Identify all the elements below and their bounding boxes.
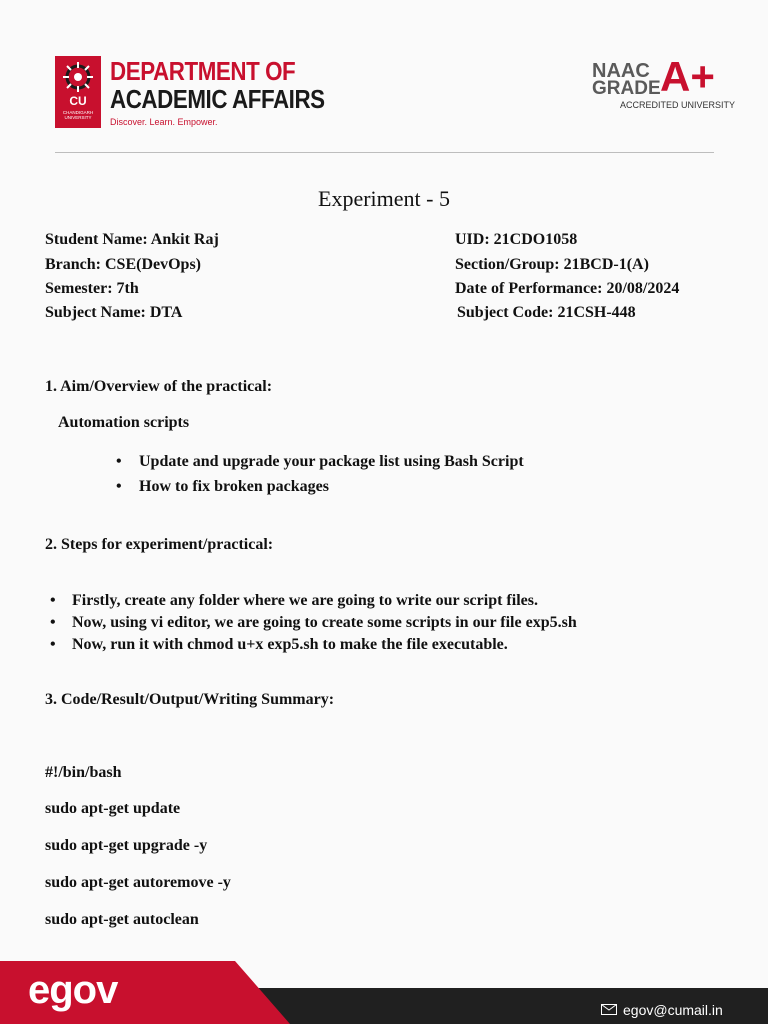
egov-logo: egov [28, 968, 118, 1012]
logo-text: CU [69, 94, 87, 108]
section1-heading: 1. Aim/Overview of the practical: [45, 378, 273, 395]
grade-label: GRADE [592, 78, 661, 99]
experiment-title: Experiment - 5 [318, 186, 450, 211]
code-line: sudo apt-get autoclean [45, 911, 199, 928]
section1-bullet: Update and upgrade your package list using Bash Script [139, 453, 524, 470]
section2-bullet: Now, using vi editor, we are going to create some scripts in our file exp5.sh [72, 614, 577, 631]
subject-code: Subject Code: 21CSH-448 [457, 304, 636, 321]
naac-grade: A+ [660, 53, 715, 100]
section2-bullet: Firstly, create any folder where we are going to write our script files. [72, 592, 538, 609]
code-line: sudo apt-get upgrade -y [45, 837, 208, 854]
naac-badge [592, 62, 661, 98]
semester: Semester: 7th [45, 280, 139, 297]
student-name: Student Name: Ankit Raj [45, 231, 219, 248]
footer-email: egov@cumail.in [623, 1002, 723, 1018]
naac-label: NAAC [592, 60, 650, 82]
accredited-label: ACCREDITED UNIVERSITY [620, 100, 736, 110]
mail-icon [601, 1004, 617, 1015]
header-divider [55, 152, 714, 153]
bullet-icon: • [50, 636, 56, 653]
code-line: #!/bin/bash [45, 764, 122, 781]
section1-subheading: Automation scripts [58, 414, 190, 431]
uid: UID: 21CDO1058 [455, 231, 578, 248]
bullet-icon: • [116, 478, 122, 495]
code-line: sudo apt-get autoremove -y [45, 874, 231, 891]
tagline: Discover. Learn. Empower. [110, 117, 218, 127]
bullet-icon: • [116, 453, 122, 470]
bullet-icon: • [50, 614, 56, 631]
bullet-icon: • [50, 592, 56, 609]
logo-subtext: CHANDIGARH UNIVERSITY [62, 110, 94, 120]
university-logo [55, 56, 101, 128]
section2-heading: 2. Steps for experiment/practical: [45, 536, 274, 553]
section-group: Section/Group: 21BCD-1(A) [455, 256, 649, 273]
subject-name: Subject Name: DTA [45, 304, 183, 321]
logo-emblem-icon [61, 60, 95, 94]
section3-heading: 3. Code/Result/Output/Writing Summary: [45, 691, 335, 708]
department-title-line1: DEPARTMENT OF [110, 56, 296, 86]
branch: Branch: CSE(DevOps) [45, 256, 202, 273]
section2-bullet: Now, run it with chmod u+x exp5.sh to make the file executable. [72, 636, 508, 653]
department-title-line2: ACADEMIC AFFAIRS [110, 84, 325, 114]
section1-bullet: How to fix broken packages [139, 478, 329, 495]
date-of-performance: Date of Performance: 20/08/2024 [455, 280, 680, 297]
code-line: sudo apt-get update [45, 800, 181, 817]
